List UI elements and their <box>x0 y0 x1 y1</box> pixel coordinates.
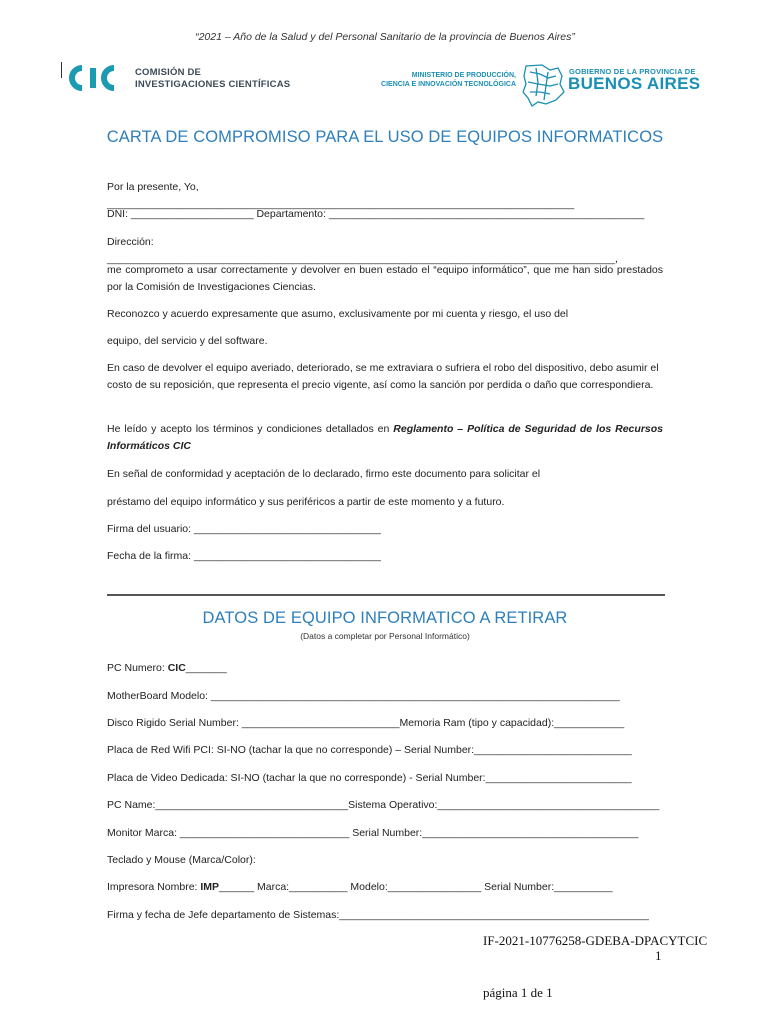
page-indicator: página 1 de 1 <box>483 985 553 1000</box>
buenos-aires-label: BUENOS AIRES <box>568 74 701 93</box>
document-page-number: 1 <box>655 948 662 963</box>
pc-label: PC Numero: <box>107 662 168 674</box>
impresora-label: Impresora Nombre: <box>107 881 201 893</box>
paragraph-equipo: equipo, del servicio y del software. <box>107 335 268 347</box>
paragraph-leido <box>107 421 663 455</box>
field-motherboard: MotherBoard Modelo: ______________________________________________________________________ <box>107 690 620 702</box>
field-firma-jefe: Firma y fecha de Jefe departamento de Sistemas:_____________________________________________________ <box>107 909 649 921</box>
leido-text: He leído y acepto los términos y condiciones detallados en <box>107 423 394 435</box>
field-teclado-mouse: Teclado y Mouse (Marca/Color): <box>107 854 256 866</box>
paragraph-caso: En caso de devolver el equipo averiado, deteriorado, se me extraviara o sufriera el robo del dispositivo, debo asumir el costo de su reposición, que representa el precio vigente, así como la sanción por perdida o daño que correspondiera. <box>107 362 659 391</box>
field-direccion: Dirección: _______________________________________________________________________________________, <box>107 236 618 265</box>
ministry-name <box>366 72 516 89</box>
section2-title: DATOS DE EQUIPO INFORMATICO A RETIRAR <box>202 609 568 627</box>
buenos-aires-map-icon <box>520 62 566 108</box>
field-pc-numero <box>107 660 663 677</box>
section1-title: CARTA DE COMPROMISO PARA EL USO DE EQUIPOS INFORMATICOS <box>106 128 664 146</box>
field-impresora <box>107 879 663 896</box>
margin-mark <box>61 62 62 78</box>
pc-blank: _______ <box>185 662 227 674</box>
paragraph-senal: En señal de conformidad y aceptación de lo declarado, firmo este documento para solicitar el <box>107 468 541 480</box>
field-fecha-firma: Fecha de la firma: ________________________________ <box>107 550 381 562</box>
field-yo: Por la presente, Yo, ________________________________________________________________________________ <box>107 181 575 210</box>
field-placa-video: Placa de Video Dedicada: SI-NO (tachar la que no corresponde) - Serial Number:_________________________ <box>107 772 632 784</box>
document-id: IF-2021-10776258-GDEBA-DPACYTCIC <box>483 933 708 948</box>
impresora-prefix: IMP <box>200 881 220 893</box>
government-label: GOBIERNO DE LA PROVINCIA DE <box>569 67 696 76</box>
pc-prefix: CIC <box>167 662 186 674</box>
ministry-line2: CIENCIA E INNOVACIÓN TECNOLÓGICA <box>381 80 516 88</box>
paragraph-compromiso: me comprometo a usar correctamente y devolver en buen estado el “equipo informático”, que me han sido prestados por la Comisión de Investigaciones Ciencias. <box>107 264 663 293</box>
ministry-line1: MINISTERIO DE PRODUCCIÓN, <box>411 72 516 79</box>
section2-subtitle: (Datos a completar por Personal Informático) <box>300 631 470 641</box>
paragraph-prestamo: préstamo del equipo informático y sus periféricos a partir de este momento y a futuro. <box>107 496 505 508</box>
field-pc-name-so: PC Name:_________________________________Sistema Operativo:______________________________________ <box>107 799 660 811</box>
field-placa-red: Placa de Red Wifi PCI: SI-NO (tachar la que no corresponde) – Serial Number:___________________________ <box>107 744 632 756</box>
field-firma-usuario: Firma del usuario: ________________________________ <box>107 523 381 535</box>
section-divider <box>107 594 665 596</box>
field-monitor: Monitor Marca: _____________________________ Serial Number:_____________________________________ <box>107 827 639 839</box>
reglamento-reference: Reglamento – Política de Seguridad de los Recursos Informáticos CIC <box>107 423 663 452</box>
impresora-rest: ______ Marca:__________ Modelo:________________ Serial Number:__________ <box>219 881 613 893</box>
paragraph-reconozco: Reconozco y acuerdo expresamente que asumo, exclusivamente por mi cuenta y riesgo, el uso del <box>107 308 569 320</box>
cic-logo-icon <box>68 64 130 92</box>
field-disco-memoria: Disco Rigido Serial Number: ___________________________Memoria Ram (tipo y capacidad):____________ <box>107 717 625 729</box>
field-dni-departamento: DNI: _____________________ Departamento: ______________________________________________________ <box>107 208 645 220</box>
cic-name-line1: COMISIÓN DE <box>135 67 202 78</box>
header-motto: “2021 – Año de la Salud y del Personal Sanitario de la provincia de Buenos Aires” <box>195 31 575 43</box>
cic-name <box>135 67 290 91</box>
cic-name-line2: INVESTIGACIONES CIENTÍFICAS <box>135 79 291 90</box>
